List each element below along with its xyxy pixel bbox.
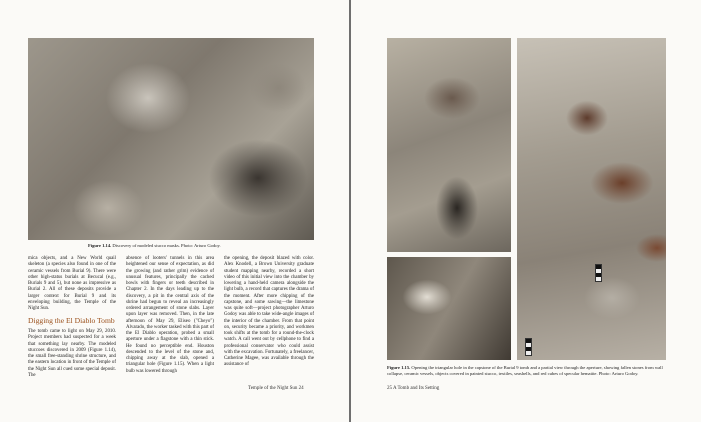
text-column-2	[126, 256, 214, 375]
text-column-3	[224, 256, 314, 369]
paragraph: mica objects, and a New World quail skeleton (a species also found in one of the ceramic vessels from Burial 9). There were other high-status burials at Becucal (e.g., Burials 9 and 5), but none as impressive as Burial 2. All of these deposits provide a larger context for Burial 9 and its enveloping building, the Temple of the Night Sun.	[28, 256, 116, 311]
tomb-interior-photo	[517, 38, 666, 360]
text-column-1	[28, 256, 116, 312]
capstone-hole-photo	[387, 257, 511, 360]
stucco-masks-photo	[28, 38, 314, 240]
left-page	[0, 0, 349, 422]
tomb-shaft-photo	[387, 38, 511, 252]
paragraph: absence of looters' tunnels in this area heightened our sense of expectation, as did the growing (and rather grim) evidence of unusual features, principally the cached bowls with fingers or teeth described in Chapter 2. In the days leading up to the discovery, a pit in the central axis of the shrine had begun to reveal an increasingly ordered arrangement of stone slabs. Layer upon layer was removed. Then, in the late afternoon of May 29, Eliseo ("Cheyo") Alvarado, the worker tasked with this part of the El Diablo operation, probed a small aperture under a flagstone with a thin stick. He found no perceptible end. Houston descended to the level of the stone and, chipping away at the slab, opened a triangular hole (Figure 1.15). When a light bulb was lowered through	[126, 256, 214, 374]
figure-1-15-caption	[387, 365, 669, 377]
text-column-1b	[28, 329, 116, 379]
section-heading: Digging the El Diablo Tomb	[28, 316, 115, 325]
scale-bar	[595, 264, 602, 282]
page-folio: Temple of the Night Sun 24	[248, 386, 304, 391]
figure-1-14-caption	[88, 243, 318, 249]
figure-label: Figure 1.14.	[88, 243, 112, 248]
caption-text: Discovery of modeled stucco masks. Photo: Arturo Godoy.	[112, 243, 221, 248]
figure-label: Figure 1.15.	[387, 365, 411, 370]
page-folio: 25 A Tomb and Its Setting	[387, 386, 440, 391]
right-page	[351, 0, 701, 422]
paragraph: The tomb came to light on May 29, 2010. Project members had suspected for a week that something lay nearby. The modeled stuccoes discovered in 2009 (Figure 1.14), the small free-standing shrine structure, and the eastern location in front of the Temple of the Night Sun all cued some special deposit. The	[28, 329, 116, 378]
paragraph: the opening, the deposit blazed with color. Alex Knodell, a Brown University graduate student mapping nearby, recorded a short video of this initial view into the chamber by lowering a hand-held camera alongside the light bulb, a record that captures the drama of the moment. After more chipping of the capstone, and some sawing—the limestone was quite soft—project photographer Arturo Godoy was able to take wide-angle images of the interior of the chamber. From that point on, security became a priority, and workmen took shifts at the tomb for a round-the-clock watch. A call went out by cellphone to find a professional conservator who could assist with the excavation. Fortunately, a freelancer, Catherine Magee, was available through the assistance of	[224, 256, 314, 368]
caption-text: Opening the triangular hole in the capstone of the Burial 9 tomb and a partial view through the aperture, showing fallen stones from wall collapse, ceramic vessels, objects covered in painted stucco, textiles, seashells, and red cubes of specular hematite. Photo: Arturo Godoy.	[387, 365, 663, 376]
scale-bar	[525, 338, 532, 356]
